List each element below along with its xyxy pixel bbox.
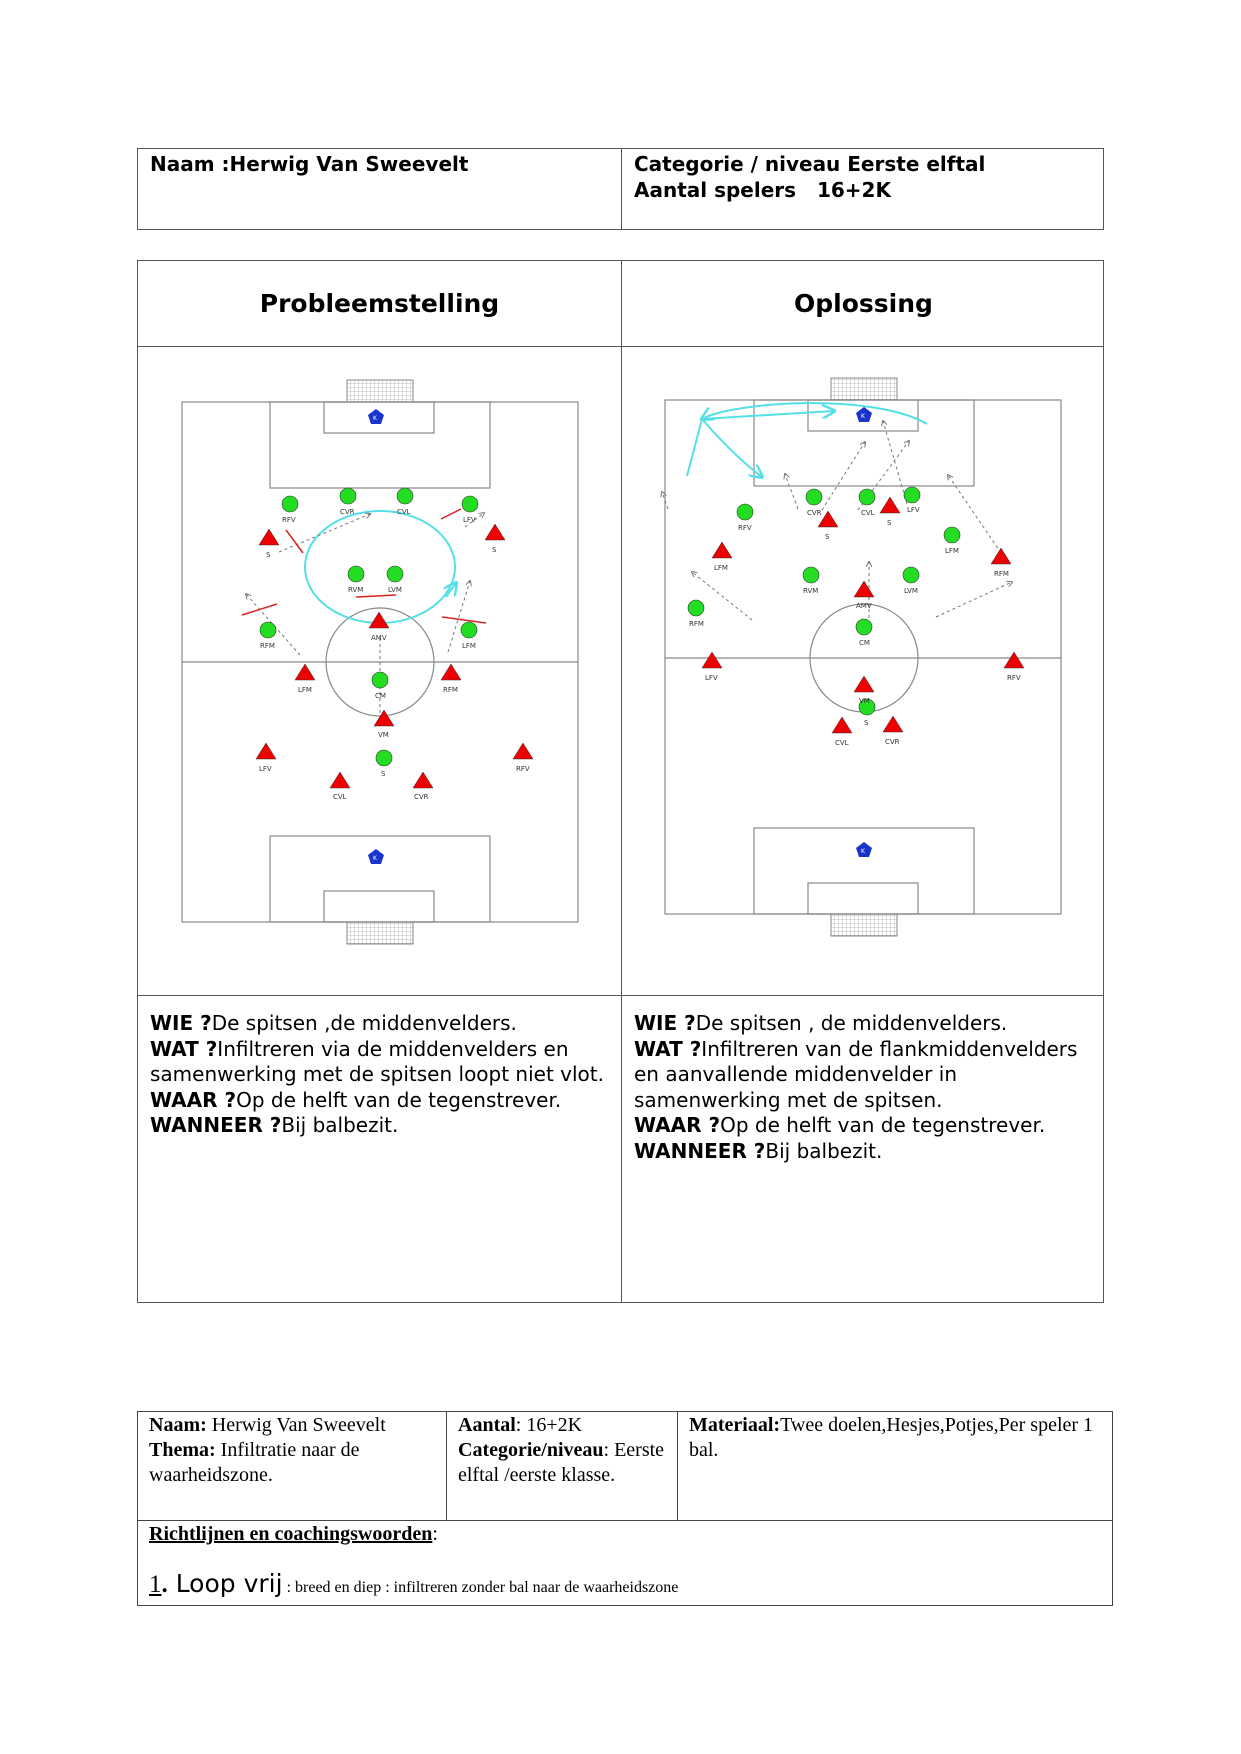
where-line: WAAR ?Op de helft van de tegenstrever. — [150, 1087, 562, 1112]
red-player — [1004, 652, 1024, 682]
svg-text:S: S — [825, 533, 830, 541]
exercise-info-row — [138, 1412, 1112, 1521]
guideline-item: 1. Loop vrij : breed en diep : infiltreren zonder bal naar de waarheidszone — [149, 1569, 679, 1598]
svg-text:VM: VM — [378, 731, 389, 739]
red-player — [295, 664, 315, 694]
green-player — [859, 489, 875, 517]
keeper-label: K — [373, 415, 377, 422]
svg-text:CVL: CVL — [333, 793, 347, 801]
count-category-cell — [447, 1412, 678, 1520]
svg-text:RFM: RFM — [994, 570, 1009, 578]
name-line: Naam: Herwig Van Sweevelt — [149, 1414, 386, 1436]
what-line: WAT ?Infiltreren van de flankmiddenvelders en aanvallende middenvelder in samenwerking met de spitsen. — [634, 1036, 1078, 1112]
material-line: Materiaal:Twee doelen,Hesjes,Potjes,Per speler 1 bal. — [689, 1414, 1094, 1461]
svg-text:LFM: LFM — [298, 686, 312, 694]
svg-text:CVR: CVR — [807, 509, 822, 517]
red-player — [485, 524, 505, 554]
svg-text:RFV: RFV — [1007, 674, 1021, 682]
who-line: WIE ?De spitsen , de middenvelders. — [634, 1011, 1008, 1035]
svg-text:RFV: RFV — [516, 765, 530, 773]
material-cell — [678, 1412, 1112, 1520]
solution-pitch-cell — [622, 347, 1105, 995]
red-player — [991, 548, 1011, 578]
player-count: Aantal spelers 16+2K — [634, 178, 891, 202]
red-player — [413, 772, 433, 801]
svg-text:RVM: RVM — [803, 587, 819, 595]
what-line: WAT ?Infiltreren via de middenvelders en samenwerking met de spitsen loopt niet vlot. — [150, 1036, 604, 1086]
red-player — [832, 717, 852, 747]
problem-solution-table — [137, 260, 1104, 1303]
svg-text:RFV: RFV — [282, 516, 296, 524]
svg-text:S: S — [864, 719, 869, 727]
green-player — [688, 600, 704, 628]
bottom-goal-net — [347, 922, 413, 944]
keeper-label: K — [861, 413, 865, 420]
top-keeper — [368, 409, 384, 424]
svg-text:LFV: LFV — [463, 516, 476, 524]
green-player — [461, 622, 477, 650]
svg-text:LFV: LFV — [259, 765, 272, 773]
guidelines-title: Richtlijnen en coachingswoorden: — [149, 1523, 438, 1545]
green-player — [282, 496, 298, 524]
keeper-label: K — [861, 848, 865, 855]
header-name-cell — [138, 149, 622, 229]
name-theme-cell — [138, 1412, 447, 1520]
red-player — [369, 612, 389, 642]
blocking-marks — [242, 509, 486, 623]
category-line: Categorie/niveau: Eerste elftal /eerste klasse. — [458, 1439, 665, 1486]
green-player — [260, 622, 276, 650]
red-player — [330, 772, 350, 801]
green-player — [856, 619, 872, 647]
green-player — [806, 489, 822, 517]
svg-text:RFM: RFM — [443, 686, 458, 694]
row-divider — [138, 995, 1103, 996]
green-player — [387, 566, 403, 594]
green-player — [372, 672, 388, 700]
green-player — [348, 566, 364, 594]
svg-text:VM: VM — [859, 697, 870, 705]
svg-text:CVR: CVR — [885, 738, 900, 746]
svg-text:CVR: CVR — [414, 793, 429, 801]
problem-heading: Probleemstelling — [259, 289, 500, 318]
count-line: Aantal: 16+2K — [458, 1414, 583, 1436]
category-level: Categorie / niveau Eerste elftal — [634, 152, 986, 176]
header-category-cell — [622, 149, 1103, 229]
red-player — [854, 581, 874, 610]
svg-text:LFM: LFM — [714, 564, 728, 572]
when-line: WANNEER ?Bij balbezit. — [634, 1138, 883, 1163]
red-player — [883, 716, 903, 746]
red-player — [441, 664, 461, 694]
green-player — [944, 527, 960, 555]
when-line: WANNEER ?Bij balbezit. — [150, 1113, 399, 1137]
svg-text:CM: CM — [375, 692, 386, 700]
red-player — [259, 529, 279, 559]
svg-text:S: S — [492, 546, 497, 554]
header-table — [137, 148, 1104, 230]
svg-text:LFM: LFM — [945, 547, 959, 555]
green-player — [376, 750, 392, 778]
svg-text:RFV: RFV — [738, 524, 752, 532]
guidelines-row — [138, 1521, 1112, 1605]
trainer-name: Naam :Herwig Van Sweevelt — [150, 152, 469, 176]
top-goal-net — [347, 380, 413, 402]
svg-text:LFV: LFV — [907, 506, 920, 514]
svg-text:RFM: RFM — [260, 642, 275, 650]
green-player — [737, 504, 753, 532]
problem-pitch-diagram — [138, 347, 621, 995]
svg-text:AMV: AMV — [856, 602, 872, 610]
top-keeper — [856, 407, 872, 422]
svg-text:LFV: LFV — [705, 674, 718, 682]
red-player — [880, 497, 900, 527]
top-goal-net — [831, 378, 897, 400]
red-player — [256, 743, 276, 773]
svg-text:CM: CM — [859, 639, 870, 647]
green-player — [340, 488, 356, 516]
green-player — [462, 496, 478, 524]
green-player — [803, 567, 819, 595]
svg-text:AMV: AMV — [371, 634, 387, 642]
svg-text:LVM: LVM — [904, 587, 918, 595]
red-player — [712, 542, 732, 572]
svg-text:RVM: RVM — [348, 586, 364, 594]
solution-pitch-diagram — [622, 347, 1105, 995]
red-player — [513, 743, 533, 773]
svg-text:S: S — [887, 519, 892, 527]
solution-heading: Oplossing — [794, 289, 933, 318]
svg-text:S: S — [381, 770, 386, 778]
problem-description — [150, 1011, 610, 1139]
bottom-keeper — [856, 842, 872, 857]
bottom-keeper — [368, 849, 384, 864]
green-player — [904, 487, 920, 514]
svg-text:LFM: LFM — [462, 642, 476, 650]
svg-text:LVM: LVM — [388, 586, 402, 594]
where-line: WAAR ?Op de helft van de tegenstrever. — [634, 1113, 1046, 1137]
svg-text:CVR: CVR — [340, 508, 355, 516]
green-team — [260, 488, 478, 778]
svg-text:CVL: CVL — [835, 739, 849, 747]
keeper-label: K — [373, 855, 377, 862]
run-loop — [305, 511, 455, 623]
who-line: WIE ?De spitsen ,de middenvelders. — [150, 1011, 517, 1035]
exercise-table — [137, 1411, 1113, 1606]
green-player — [397, 488, 413, 516]
bottom-goal-net — [831, 914, 897, 936]
svg-text:CVL: CVL — [397, 508, 411, 516]
green-player — [903, 567, 919, 595]
svg-text:RFM: RFM — [689, 620, 704, 628]
pitch-markings — [665, 400, 1061, 914]
problem-pitch-cell — [138, 347, 621, 995]
solution-description — [634, 1011, 1094, 1164]
svg-text:S: S — [266, 551, 271, 559]
theme-line: Thema: Infiltratie naar de waarheidszone. — [149, 1439, 360, 1486]
svg-text:CVL: CVL — [861, 509, 875, 517]
red-player — [702, 652, 722, 682]
